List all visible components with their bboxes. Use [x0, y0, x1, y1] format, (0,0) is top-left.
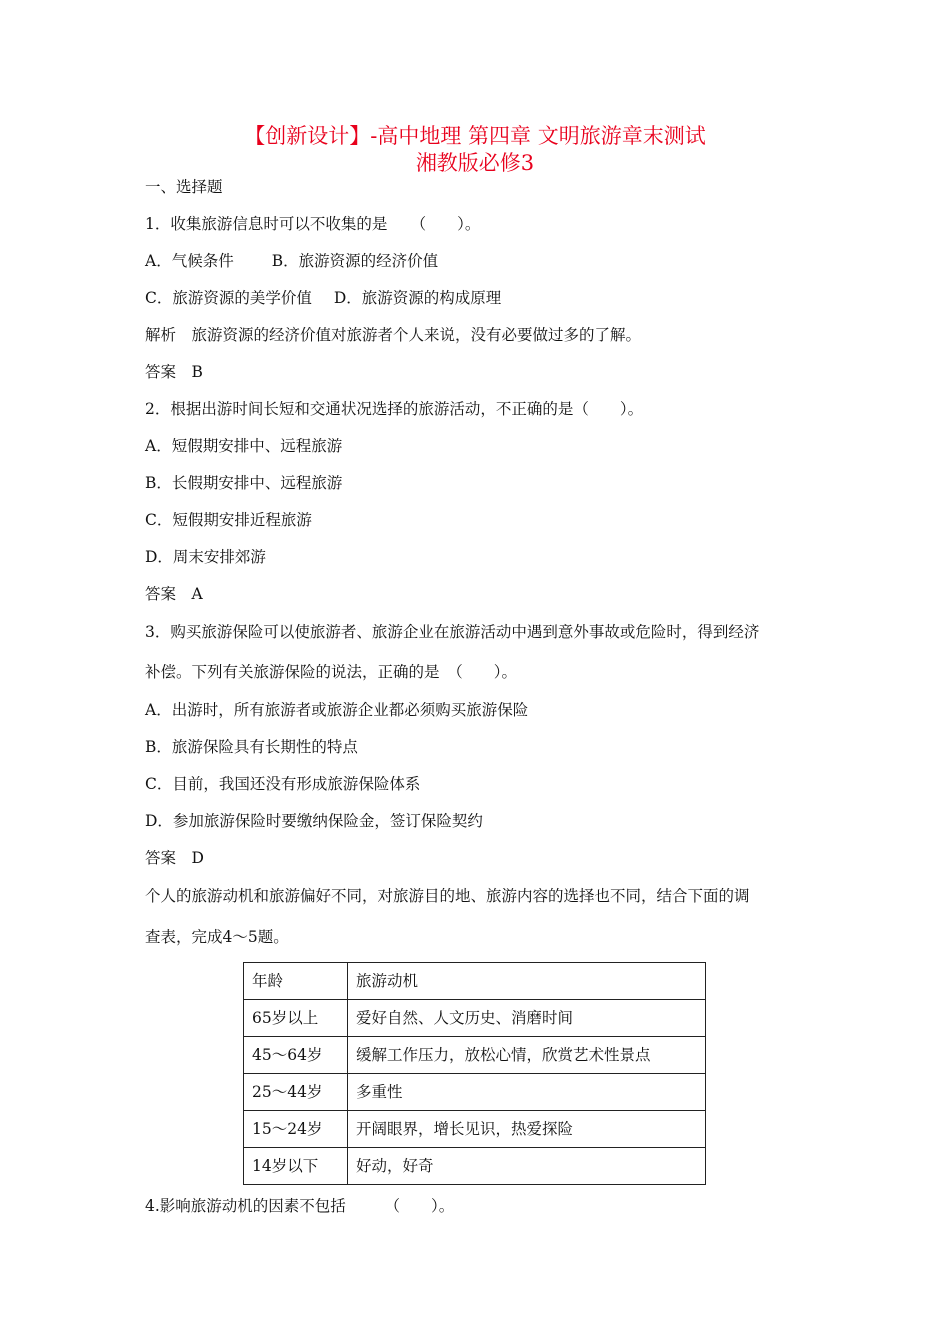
q1-analysis: 解析 旅游资源的经济价值对旅游者个人来说，没有必要做过多的了解。	[145, 326, 642, 344]
document-title: 【创新设计】-高中地理 第四章 文明旅游章末测试	[244, 124, 706, 148]
q1-options-ab	[145, 251, 438, 271]
table-row	[244, 1111, 706, 1148]
table-header-motive: 旅游动机	[348, 963, 706, 1000]
q3-answer: 答案 D	[145, 849, 204, 867]
q1-option-a: A．气候条件	[145, 252, 234, 270]
table-header-age: 年龄	[244, 963, 348, 1000]
q2-stem: 2．根据出游时间长短和交通状况选择的旅游活动，不正确的是（ ）。	[145, 400, 644, 418]
table-cell-age: 14岁以下	[244, 1148, 348, 1185]
q2-option-d: D．周末安排郊游	[145, 548, 266, 566]
q3-stem-line1: 3．购买旅游保险可以使旅游者、旅游企业在旅游活动中遇到意外事故或危险时，得到经济	[145, 623, 760, 641]
q1-stem: 1．收集旅游信息时可以不收集的是 （ ）。	[145, 215, 481, 233]
q1-option-c: C．旅游资源的美学价值	[145, 289, 312, 307]
q3-option-b: B．旅游保险具有长期性的特点	[145, 738, 358, 756]
table-cell-motive: 爱好自然、人文历史、消磨时间	[348, 1000, 706, 1037]
table-row	[244, 1074, 706, 1111]
table-cell-age: 45～64岁	[244, 1037, 348, 1074]
q3-stem-line2: 补偿。下列有关旅游保险的说法，正确的是 （ ）。	[145, 663, 518, 681]
q3-option-c: C．目前，我国还没有形成旅游保险体系	[145, 775, 421, 793]
table-header-row	[244, 963, 706, 1000]
table-cell-motive: 缓解工作压力，放松心情，欣赏艺术性景点	[348, 1037, 706, 1074]
table-intro-line1: 个人的旅游动机和旅游偏好不同，对旅游目的地、旅游内容的选择也不同，结合下面的调	[145, 887, 750, 905]
table-cell-motive: 好动，好奇	[348, 1148, 706, 1185]
survey-table	[243, 962, 706, 1185]
q4-stem: 4.影响旅游动机的因素不包括 （ ）。	[145, 1197, 455, 1215]
q1-options-cd	[145, 288, 501, 308]
table-cell-motive: 多重性	[348, 1074, 706, 1111]
q1-option-b: B．旅游资源的经济价值	[271, 252, 439, 270]
q3-option-a: A．出游时，所有旅游者或旅游企业都必须购买旅游保险	[145, 701, 529, 719]
table-row	[244, 1000, 706, 1037]
q1-option-d: D．旅游资源的构成原理	[333, 289, 502, 307]
table-intro-line2: 查表，完成4～5题。	[145, 928, 289, 946]
table-cell-motive: 开阔眼界，增长见识，热爱探险	[348, 1111, 706, 1148]
table-cell-age: 25～44岁	[244, 1074, 348, 1111]
q2-answer: 答案 A	[145, 585, 203, 603]
table-row	[244, 1037, 706, 1074]
table-cell-age: 65岁以上	[244, 1000, 348, 1037]
q2-option-b: B．长假期安排中、远程旅游	[145, 474, 343, 492]
q1-answer: 答案 B	[145, 363, 203, 381]
table-cell-age: 15～24岁	[244, 1111, 348, 1148]
document-subtitle: 湘教版必修3	[415, 151, 535, 175]
q3-option-d: D．参加旅游保险时要缴纳保险金，签订保险契约	[145, 812, 483, 830]
table-row	[244, 1148, 706, 1185]
q2-option-c: C．短假期安排近程旅游	[145, 511, 312, 529]
section-heading: 一、选择题	[145, 178, 223, 196]
q2-option-a: A．短假期安排中、远程旅游	[145, 437, 343, 455]
